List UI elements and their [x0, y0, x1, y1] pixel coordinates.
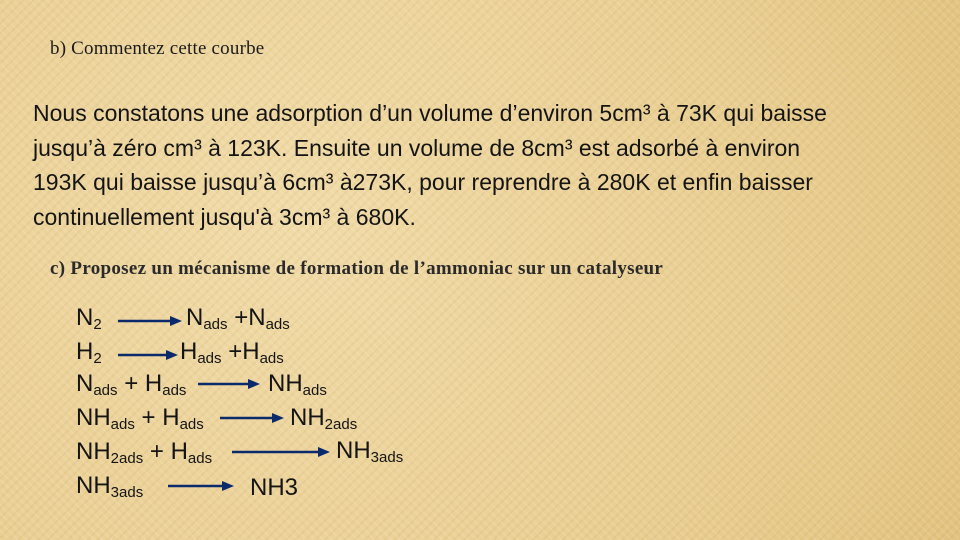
reaction-3-product: NHads [268, 370, 327, 399]
reaction-arrow-icon [220, 412, 284, 424]
reaction-4-product: NH2ads [290, 404, 358, 433]
heading-question-c: c) Proposez un mécanisme de formation de l’ammoniac sur un catalyseur [50, 258, 664, 279]
answer-paragraph [33, 96, 948, 234]
reaction-2-products: Hads +Hads [180, 338, 284, 367]
reaction-arrow-icon [168, 480, 234, 492]
reaction-arrow-icon [118, 349, 178, 361]
reaction-arrow-icon [118, 315, 182, 327]
reaction-2-reactant: H2 [76, 338, 102, 367]
reaction-arrow-icon [198, 378, 260, 390]
paragraph-line: continuellement jusqu'à 3cm³ à 680K. [33, 203, 416, 230]
reaction-4-reactants: NHads + Hads [76, 404, 204, 433]
reaction-6-product: NH3 [250, 474, 299, 501]
heading-question-b: b) Commentez cette courbe [50, 38, 265, 59]
paragraph-line: Nous constatons une adsorption d’un volume d’environ 5cm³ à 73K qui baisse [33, 100, 827, 126]
reaction-1-products: Nads +Nads [186, 304, 290, 333]
paragraph-line: 193K qui baisse jusqu’à 6cm³ à273K, pour reprendre à 280K et enfin baisser [33, 169, 813, 195]
reaction-6-reactant: NH3ads [76, 472, 144, 501]
reaction-5-reactants: NH2ads + Hads [76, 438, 213, 467]
reaction-arrow-icon [232, 446, 330, 458]
reaction-1-reactant: N2 [76, 304, 102, 333]
reaction-3-reactants: Nads + Hads [76, 370, 187, 399]
paragraph-line: jusqu’à zéro cm³ à 123K. Ensuite un volume de 8cm³ est adsorbé à environ [33, 134, 801, 161]
reaction-5-product: NH3ads [336, 437, 404, 466]
